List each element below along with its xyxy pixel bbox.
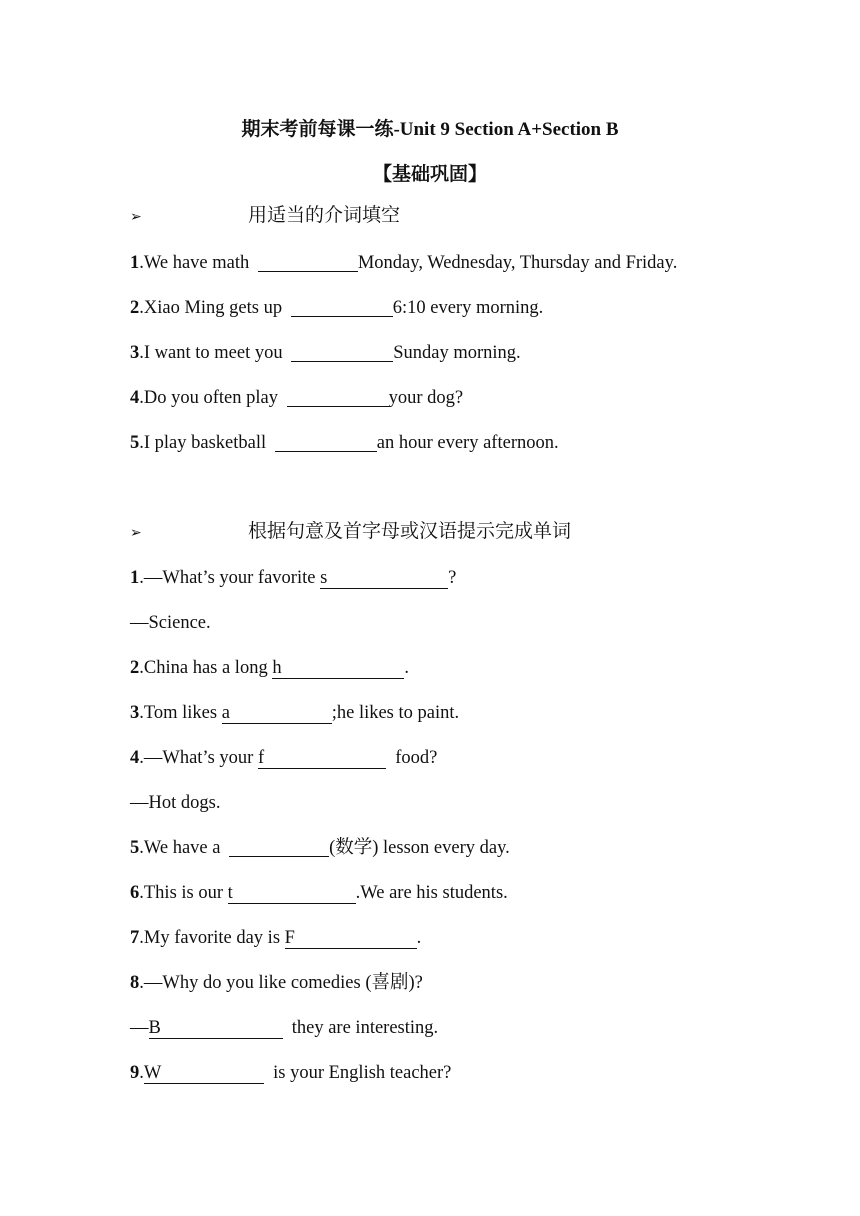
question-text-after: an hour every afternoon. <box>376 433 559 453</box>
question-text-after: Sunday morning. <box>393 343 521 363</box>
question-text-after: 6:10 every morning. <box>392 298 544 318</box>
question-2-4 <box>130 746 437 770</box>
question-text-before: .—Why do you like comedies (喜剧)? <box>139 973 423 993</box>
question-text-after: . <box>404 658 409 678</box>
answer-line-2-1 <box>130 611 211 635</box>
question-number: 7 <box>130 928 140 948</box>
question-number: 3 <box>130 343 140 363</box>
arrow-bullet-icon: ➢ <box>130 525 142 541</box>
arrow-bullet-icon: ➢ <box>130 209 142 225</box>
answer-text: —Science. <box>130 613 211 633</box>
question-number: 5 <box>130 838 140 858</box>
question-text-before: .I play basketball <box>139 433 271 453</box>
question-2-2 <box>130 656 409 680</box>
question-number: 9 <box>130 1063 140 1083</box>
question-2-7 <box>130 926 421 950</box>
question-2-3 <box>130 701 459 725</box>
question-text-after: is your English teacher? <box>263 1063 452 1083</box>
answer-line-2-8 <box>130 1016 438 1040</box>
question-text-after: .We are his students. <box>355 883 508 903</box>
question-number: 5 <box>130 433 140 453</box>
question-text-before: . <box>139 1063 144 1083</box>
question-number: 2 <box>130 298 140 318</box>
question-text-before: .China has a long <box>139 658 273 678</box>
answer-blank[interactable]: f <box>258 748 386 769</box>
answer-blank[interactable]: h <box>272 658 404 679</box>
section-label: 【基础巩固】 <box>372 164 487 185</box>
question-1-3 <box>130 341 521 365</box>
question-text-before: .Xiao Ming gets up <box>139 298 287 318</box>
question-text-before: .I want to meet you <box>139 343 288 363</box>
answer-line-2-4 <box>130 791 220 815</box>
section2-heading-text: 根据句意及首字母或汉语提示完成单词 <box>248 521 572 542</box>
answer-blank[interactable] <box>229 836 329 857</box>
answer-blank[interactable] <box>287 386 389 407</box>
answer-blank[interactable]: s <box>320 568 448 589</box>
question-2-9 <box>130 1061 451 1085</box>
answer-blank[interactable] <box>291 296 393 317</box>
question-1-4 <box>130 386 463 410</box>
question-text-before: .Do you often play <box>139 388 283 408</box>
question-text-before: .We have a <box>139 838 226 858</box>
answer-blank[interactable]: t <box>228 883 356 904</box>
question-number: 4 <box>130 388 140 408</box>
question-text-after: food? <box>385 748 438 768</box>
answer-blank[interactable] <box>291 341 393 362</box>
question-text-before: .My favorite day is <box>139 928 285 948</box>
answer-blank[interactable] <box>258 251 358 272</box>
question-2-8 <box>130 971 423 995</box>
question-text-after: they are interesting. <box>282 1018 439 1038</box>
question-1-1 <box>130 251 677 275</box>
question-text-after: . <box>416 928 422 948</box>
question-2-6 <box>130 881 508 905</box>
question-text-after: your dog? <box>388 388 464 408</box>
question-text-before: .We have math <box>139 253 254 273</box>
page-title: 期末考前每课一练-Unit 9 Section A+Section B <box>241 119 619 140</box>
question-text-after: Monday, Wednesday, Thursday and Friday. <box>357 253 678 273</box>
answer-blank[interactable] <box>275 431 377 452</box>
answer-blank[interactable]: B <box>149 1018 283 1039</box>
section1-heading <box>130 204 400 229</box>
question-text-before: .—What’s your favorite <box>139 568 321 588</box>
question-text-after: (数学) lesson every day. <box>329 838 510 858</box>
question-number: 8 <box>130 973 140 993</box>
answer-blank[interactable]: W <box>144 1063 264 1084</box>
question-text-before: .This is our <box>139 883 228 903</box>
question-number: 4 <box>130 748 140 768</box>
section2-heading <box>130 520 571 545</box>
answer-text: —Hot dogs. <box>130 793 221 813</box>
question-text-before: .—What’s your <box>139 748 258 768</box>
question-2-1 <box>130 566 456 590</box>
question-number: 1 <box>130 253 140 273</box>
question-text-before: .Tom likes <box>139 703 222 723</box>
question-2-5 <box>130 836 510 860</box>
question-number: 2 <box>130 658 140 678</box>
section1-heading-text: 用适当的介词填空 <box>248 205 401 226</box>
question-text-after: ;he likes to paint. <box>331 703 460 723</box>
answer-blank[interactable]: F <box>285 928 417 949</box>
question-text-before: — <box>130 1018 149 1038</box>
question-number: 1 <box>130 568 140 588</box>
question-text-after: ? <box>448 568 457 588</box>
answer-blank[interactable]: a <box>222 703 332 724</box>
question-1-2 <box>130 296 543 320</box>
question-number: 3 <box>130 703 140 723</box>
question-1-5 <box>130 431 559 455</box>
question-number: 6 <box>130 883 140 903</box>
